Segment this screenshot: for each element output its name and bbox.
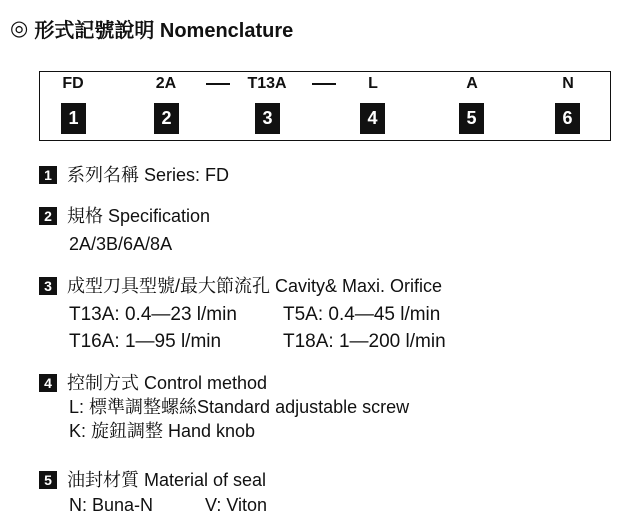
item-number-badge: 5 xyxy=(39,471,57,489)
cavity-spec: T16A: 1—95 l/min xyxy=(69,331,222,352)
item-heading: 系列名稱 Series: FD xyxy=(67,165,230,185)
item-number-badge: 3 xyxy=(39,277,57,295)
item-heading: 控制方式 Control method xyxy=(67,373,268,393)
code-part-cavity: T13A xyxy=(247,75,287,92)
nomenclature-code-box xyxy=(39,71,611,141)
item-detail-line: 2A/3B/6A/8A xyxy=(69,234,173,254)
position-badge: 2 xyxy=(154,103,179,134)
code-part-a: A xyxy=(466,75,478,92)
page-title xyxy=(10,14,293,42)
item-detail-line: L: 標準調整螺絲Standard adjustable screw xyxy=(69,397,410,417)
item-number-badge: 1 xyxy=(39,166,57,184)
item-series xyxy=(39,163,229,187)
item-number-badge: 2 xyxy=(39,207,57,225)
cavity-spec: T18A: 1—200 l/min xyxy=(283,331,446,352)
item-detail-line xyxy=(39,328,446,355)
double-circle-icon: ◎ xyxy=(10,16,29,40)
seal-option: V: Viton xyxy=(205,495,268,515)
item-heading: 規格 Specification xyxy=(67,206,211,226)
item-heading: 成型刀具型號/最大節流孔 Cavity& Maxi. Orifice xyxy=(67,276,443,296)
position-badge: 3 xyxy=(255,103,280,134)
item-detail-line xyxy=(39,301,446,328)
item-detail-line: K: 旋鈕調整 Hand knob xyxy=(69,421,256,441)
title-text: 形式記號說明 Nomenclature xyxy=(34,19,294,42)
position-badge: 5 xyxy=(459,103,484,134)
position-badge: 1 xyxy=(61,103,86,134)
item-control-method xyxy=(39,371,409,443)
cavity-spec: T13A: 0.4—23 l/min xyxy=(69,304,237,325)
position-badge: 6 xyxy=(555,103,580,134)
item-number-badge: 4 xyxy=(39,374,57,392)
code-part-seal: N xyxy=(562,75,574,92)
item-detail-line xyxy=(39,493,267,517)
item-heading: 油封材質 Material of seal xyxy=(67,470,267,490)
position-badge: 4 xyxy=(360,103,385,134)
item-cavity-orifice xyxy=(39,274,446,355)
item-seal-material xyxy=(39,468,267,517)
item-specification xyxy=(39,204,210,256)
code-part-series: FD xyxy=(62,75,84,92)
code-dash xyxy=(312,83,336,85)
seal-option: N: Buna-N xyxy=(69,495,154,515)
code-part-control: L xyxy=(368,75,378,92)
cavity-spec: T5A: 0.4—45 l/min xyxy=(283,304,441,325)
code-part-spec: 2A xyxy=(155,75,177,92)
code-dash xyxy=(206,83,230,85)
